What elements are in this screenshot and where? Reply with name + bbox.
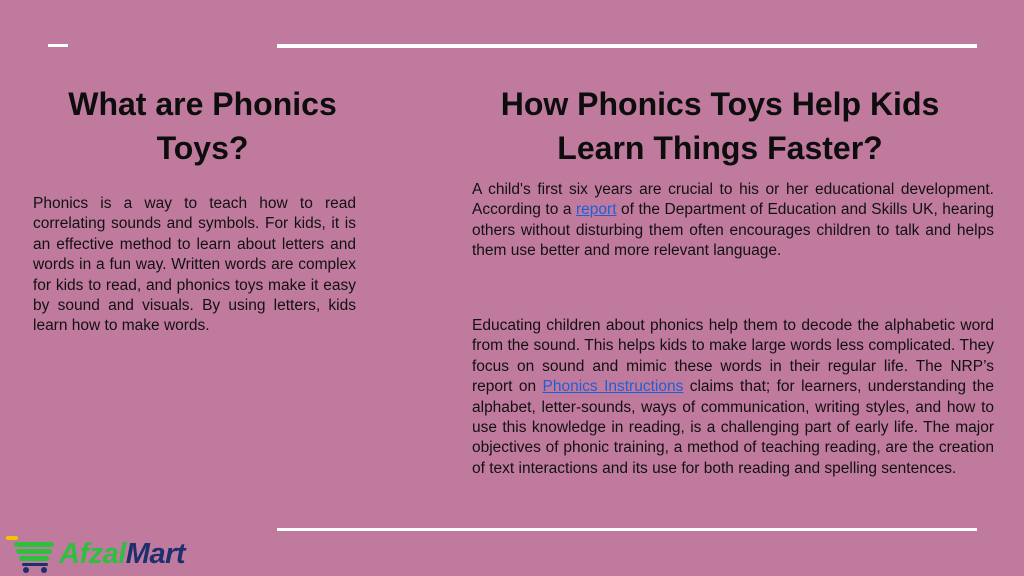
- shopping-cart-icon: [4, 534, 60, 574]
- phonics-instructions-link[interactable]: Phonics Instructions: [542, 378, 684, 396]
- decorative-short-rule: [48, 44, 68, 47]
- right-paragraph-1: [472, 180, 994, 262]
- right-paragraph-2-text-start: Educating children about phonics help them to decode the alphabetic word from the sound. This helps kids to make large words less complicated. They focus on sound and mimic these words in their regular life. The NRP’s report on: [472, 317, 994, 396]
- right-section-title: How Phonics Toys Help Kids Learn Things Faster?: [500, 86, 940, 166]
- right-paragraph-2-text-end: claims that; for learners, understanding the alphabet, letter-sounds, ways of communication, writing styles, and how to use this knowledge in reading, is a challenging part of early life. The major objectives of phonic training, a method of teaching reading, are the creation of text interactions and its use for both reading and spelling sentences.: [472, 378, 994, 477]
- logo-word-mart: Mart: [125, 538, 186, 570]
- bottom-divider-line: [277, 528, 977, 531]
- report-link[interactable]: report: [576, 201, 617, 219]
- afzalmart-logo: [4, 534, 214, 574]
- right-paragraph-1-text-start: A child's first six years are crucial to his or her educational development. According to a: [472, 181, 994, 219]
- right-paragraph-1-text-end: of the Department of Education and Skills UK, hearing others without disturbing them often encourages children to talk and helps them use better and more relevant language.: [472, 201, 994, 260]
- left-section-title: What are Phonics Toys?: [68, 86, 337, 166]
- logo-word-afzal: Afzal: [59, 538, 126, 570]
- right-paragraph-2: [472, 316, 994, 479]
- top-divider-line: [277, 44, 977, 48]
- logo-wordmark: [59, 538, 185, 571]
- left-section-paragraph: Phonics is a way to teach how to read correlating sounds and symbols. For kids, it is an effective method to learn about letters and words in a fun way. Written words are complex for kids to read, and phonics toys make it easy by sound and visuals. By using letters, kids learn how to make words.: [33, 195, 356, 335]
